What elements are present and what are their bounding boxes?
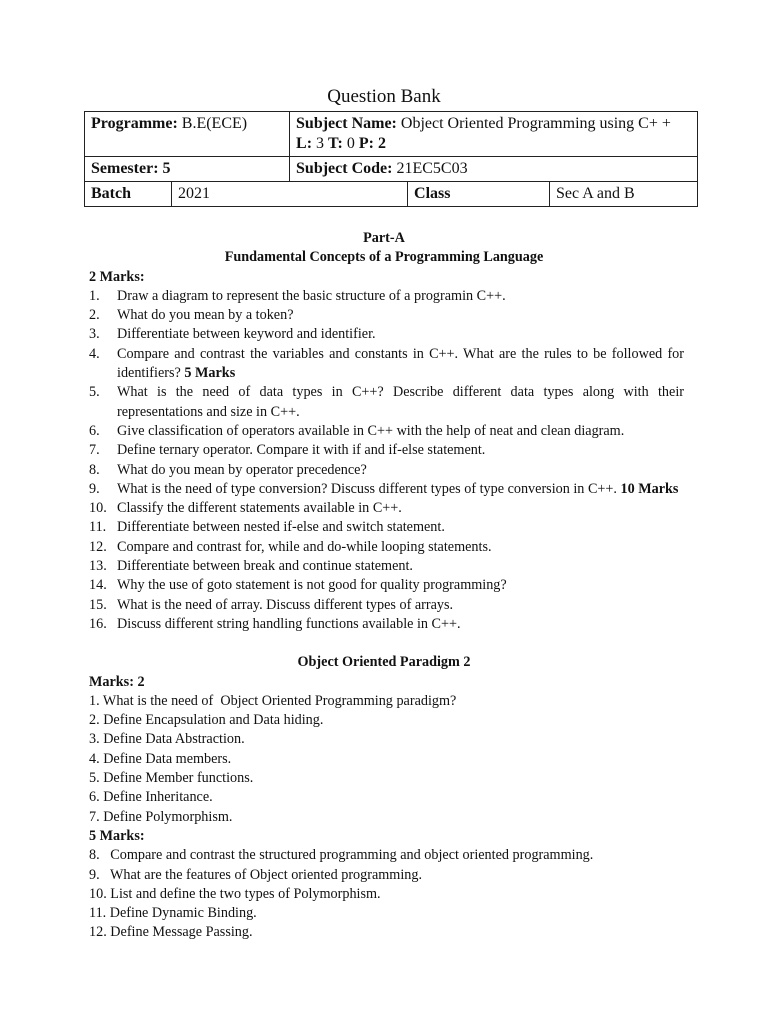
oop-marks2-list bbox=[0, 692, 768, 827]
subject-code-value: 21EC5C03 bbox=[396, 160, 468, 177]
t-value: 0 bbox=[346, 135, 355, 152]
question-text: What is the need of type conversion? Discuss different types of type conversion in C++. bbox=[117, 480, 617, 497]
question-number: 10. bbox=[89, 500, 107, 517]
question-text: What is the need of array. Discuss different types of arrays. bbox=[117, 596, 454, 613]
subject-name-value: Object Oriented Programming using C+ + bbox=[400, 115, 671, 132]
question-number: 9. bbox=[89, 480, 100, 497]
question-number: 3. bbox=[89, 326, 100, 343]
list-item bbox=[0, 287, 768, 306]
question-text: Why the use of goto statement is not good for quality programming? bbox=[117, 577, 507, 594]
list-item: 10. List and define the two types of Polymorphism. bbox=[89, 885, 381, 902]
list-item bbox=[0, 325, 768, 344]
question-text: What do you mean by operator precedence? bbox=[117, 461, 367, 478]
question-marks: 10 Marks bbox=[620, 480, 679, 497]
list-item bbox=[0, 441, 768, 460]
subject-name-cell bbox=[290, 112, 698, 157]
class-value: Sec A and B bbox=[550, 182, 698, 207]
list-item: 2. Define Encapsulation and Data hiding. bbox=[89, 712, 324, 729]
list-item: 9. What are the features of Object oriented programming. bbox=[89, 866, 423, 883]
question-number: 12. bbox=[89, 538, 107, 555]
question-text: Classify the different statements available in C++. bbox=[117, 500, 402, 517]
question-number: 2. bbox=[89, 307, 100, 324]
question-number: 7. bbox=[89, 442, 100, 459]
question-text: What is the need of data types in C++? Describe different data types along with their representations and size in C++. bbox=[117, 384, 684, 420]
question-text: Compare and contrast for, while and do-while looping statements. bbox=[117, 538, 492, 555]
semester-cell: Semester: 5 bbox=[85, 157, 290, 182]
list-item: 4. Define Data members. bbox=[89, 750, 232, 767]
list-item bbox=[0, 461, 768, 480]
question-text: Discuss different string handling functions available in C++. bbox=[117, 615, 461, 632]
p-value: 2 bbox=[377, 135, 386, 152]
list-item bbox=[0, 615, 768, 634]
part-a-marks-heading: 2 Marks: bbox=[89, 268, 145, 285]
question-number: 15. bbox=[89, 596, 107, 613]
list-item bbox=[0, 480, 768, 499]
question-text: Compare and contrast the variables and constants in C++. What are the rules to be followed for identifiers? bbox=[117, 345, 684, 382]
oop-marks2-heading: Marks: 2 bbox=[89, 673, 145, 690]
list-item: 8. Compare and contrast the structured programming and object oriented programming. bbox=[89, 847, 594, 864]
part-a-title: Part-A bbox=[363, 230, 405, 246]
question-content bbox=[0, 229, 768, 943]
subject-code-cell bbox=[290, 157, 698, 182]
part-a-subtitle: Fundamental Concepts of a Programming Language bbox=[224, 249, 544, 266]
list-item bbox=[0, 383, 768, 422]
list-item bbox=[0, 576, 768, 595]
question-marks: 5 Marks bbox=[184, 365, 236, 382]
list-item bbox=[0, 499, 768, 518]
question-text: Differentiate between break and continue statement. bbox=[117, 558, 413, 575]
programme-cell bbox=[85, 112, 290, 157]
subject-name-label: Subject Name: bbox=[296, 115, 397, 132]
list-item bbox=[0, 422, 768, 441]
list-item bbox=[0, 518, 768, 537]
list-item bbox=[0, 596, 768, 615]
question-number: 4. bbox=[89, 345, 100, 362]
question-number: 8. bbox=[89, 461, 100, 478]
programme-label: Programme: bbox=[91, 115, 178, 132]
question-text: Draw a diagram to represent the basic structure of a programin C++. bbox=[117, 287, 506, 304]
list-item: 7. Define Polymorphism. bbox=[89, 808, 233, 825]
question-text: Define ternary operator. Compare it with if and if-else statement. bbox=[117, 442, 486, 459]
question-number: 1. bbox=[89, 287, 100, 304]
list-item bbox=[0, 306, 768, 325]
subject-code-label: Subject Code: bbox=[296, 160, 393, 177]
question-text: Differentiate between keyword and identifier. bbox=[117, 326, 376, 343]
oop-title: Object Oriented Paradigm 2 bbox=[297, 654, 471, 671]
batch-value: 2021 bbox=[172, 182, 408, 207]
list-item: 11. Define Dynamic Binding. bbox=[89, 905, 257, 922]
question-number: 6. bbox=[89, 422, 100, 439]
list-item: 1. What is the need of Object Oriented Programming paradigm? bbox=[89, 692, 457, 709]
list-item bbox=[0, 345, 768, 384]
question-text: Differentiate between nested if-else and switch statement. bbox=[117, 519, 445, 536]
question-number: 5. bbox=[89, 384, 100, 401]
list-item bbox=[0, 557, 768, 576]
question-text: Give classification of operators available in C++ with the help of neat and clean diagram. bbox=[117, 422, 625, 439]
question-number: 14. bbox=[89, 577, 107, 594]
question-number: 11. bbox=[89, 519, 107, 536]
list-item: 5. Define Member functions. bbox=[89, 770, 254, 787]
l-label: L: bbox=[296, 135, 313, 152]
p-label: P: bbox=[358, 135, 374, 152]
batch-label: Batch bbox=[85, 182, 172, 207]
course-info-table bbox=[84, 111, 698, 207]
l-value: 3 bbox=[316, 135, 325, 152]
question-number: 13. bbox=[89, 558, 107, 575]
question-number: 16. bbox=[89, 615, 107, 632]
class-label: Class bbox=[408, 182, 550, 207]
list-item: 12. Define Message Passing. bbox=[89, 924, 253, 941]
list-item bbox=[0, 538, 768, 557]
list-item: 3. Define Data Abstraction. bbox=[89, 731, 245, 748]
question-text: What do you mean by a token? bbox=[117, 307, 294, 324]
oop-marks5-list bbox=[0, 846, 768, 942]
programme-value: B.E(ECE) bbox=[181, 115, 248, 132]
list-item: 6. Define Inheritance. bbox=[89, 789, 213, 806]
oop-marks5-heading: 5 Marks: bbox=[89, 827, 145, 844]
part-a-question-list bbox=[0, 287, 768, 634]
document-title: Question Bank bbox=[327, 86, 441, 107]
t-label: T: bbox=[328, 135, 343, 152]
